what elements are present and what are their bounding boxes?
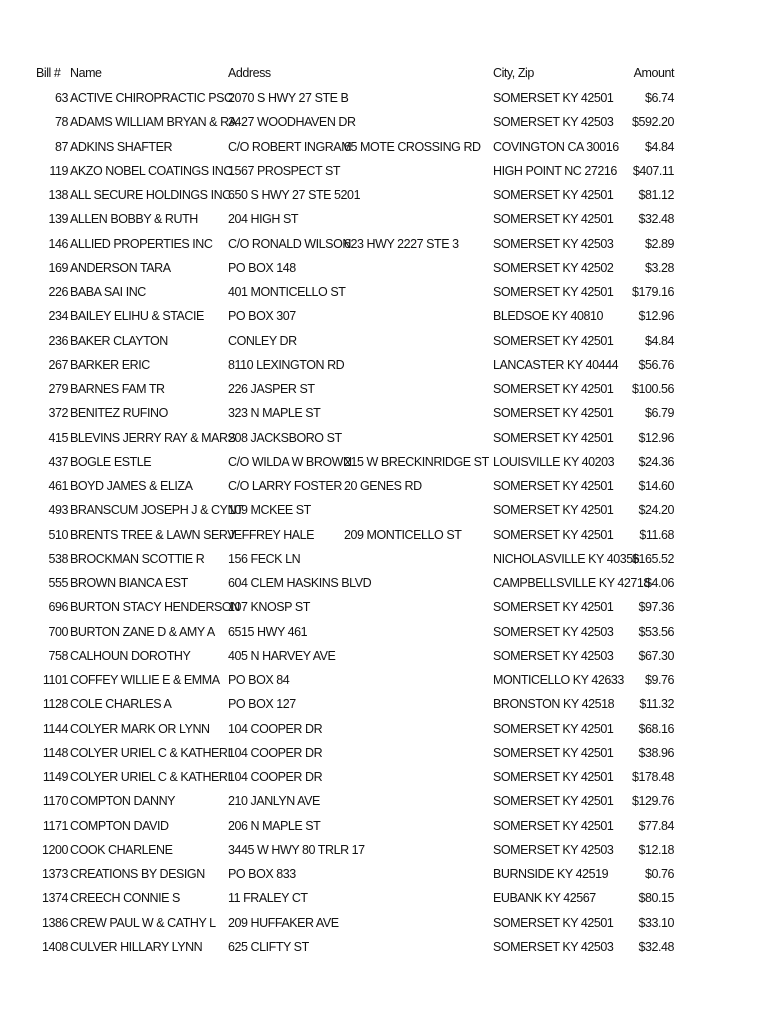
city-zip-cell: SOMERSET KY 42501 xyxy=(493,600,614,615)
city-zip-cell: BRONSTON KY 42518 xyxy=(493,697,615,712)
table-row xyxy=(0,692,770,716)
amount-cell: $179.16 xyxy=(631,285,674,299)
city-zip-cell: SOMERSET KY 42501 xyxy=(493,212,614,227)
address-cell: PO BOX 833 xyxy=(228,867,296,881)
bill-number-cell: 696 xyxy=(48,600,68,615)
name-cell: BENITEZ RUFINO xyxy=(70,406,168,421)
amount-cell: $4.84 xyxy=(644,139,674,154)
bill-number-cell: 1144 xyxy=(42,721,68,736)
address-cell: JEFFREY HALE xyxy=(228,527,315,542)
address-cell: 6515 HWY 461 xyxy=(228,624,308,639)
address-cell: 8110 LEXINGTON RD xyxy=(228,357,345,372)
name-cell: COOK CHARLENE xyxy=(70,842,173,857)
address-cell: PO BOX 127 xyxy=(228,697,296,712)
address-line2-cell xyxy=(344,498,492,522)
address-cell: C/O LARRY FOSTER xyxy=(228,479,342,493)
address-line2-cell xyxy=(344,692,492,716)
address-line2-cell xyxy=(344,256,492,280)
bill-number-cell: 146 xyxy=(48,236,68,251)
bill-number-cell: 1170 xyxy=(42,794,68,809)
bill-number-cell: 169 xyxy=(48,260,68,275)
name-cell: COFFEY WILLIE E & EMMA xyxy=(70,673,220,687)
city-zip-cell: SOMERSET KY 42501 xyxy=(493,285,614,299)
bill-number-cell: 1386 xyxy=(41,915,68,930)
name-cell: ALLIED PROPERTIES INC xyxy=(70,236,213,251)
table-row xyxy=(0,401,770,425)
amount-cell: $56.76 xyxy=(638,357,674,372)
amount-cell: $3.28 xyxy=(644,260,674,275)
address-line2-cell xyxy=(344,110,492,134)
address-line2-cell xyxy=(344,183,492,207)
address-line2-cell xyxy=(344,426,492,450)
table-row xyxy=(0,280,770,304)
table-row xyxy=(0,159,770,183)
name-cell: COLYER URIEL C & KATHERI xyxy=(70,770,231,784)
address-cell: 625 CLIFTY ST xyxy=(228,939,309,954)
name-cell: COMPTON DANNY xyxy=(70,794,176,809)
bill-number-cell: 1408 xyxy=(41,939,68,954)
name-cell: CREW PAUL W & CATHY L xyxy=(70,915,216,930)
header-amount: Amount xyxy=(633,66,674,80)
table-row xyxy=(0,207,770,231)
address-line2-cell xyxy=(344,595,492,619)
name-cell: CALHOUN DOROTHY xyxy=(70,648,191,663)
name-cell: BAKER CLAYTON xyxy=(70,333,168,348)
address-cell: C/O ROBERT INGRAM xyxy=(228,139,352,154)
table-row xyxy=(0,183,770,207)
bill-number-cell: 78 xyxy=(54,115,68,130)
city-zip-cell: BLEDSOE KY 40810 xyxy=(493,309,604,324)
name-cell: BURTON STACY HENDERSON xyxy=(70,600,240,615)
address-line2-cell xyxy=(344,159,492,183)
city-zip-cell: SOMERSET KY 42501 xyxy=(493,721,614,736)
header-address: Address xyxy=(228,66,271,80)
address-cell: 210 JANLYN AVE xyxy=(228,794,320,809)
address-line2-cell xyxy=(344,353,492,377)
table-row xyxy=(0,86,770,110)
address-line2-cell xyxy=(344,814,492,838)
address-cell: 107 KNOSP ST xyxy=(228,600,310,615)
table-row xyxy=(0,426,770,450)
name-cell: BOGLE ESTLE xyxy=(70,454,152,469)
address-line2-cell: 20 GENES RD xyxy=(344,479,422,493)
amount-cell: $12.96 xyxy=(638,309,674,324)
table-row xyxy=(0,789,770,813)
address-line2-cell xyxy=(344,717,492,741)
amount-cell: $80.15 xyxy=(638,891,674,906)
city-zip-cell: SOMERSET KY 42501 xyxy=(493,188,614,202)
amount-cell: $33.10 xyxy=(638,915,674,930)
amount-cell: $97.36 xyxy=(638,600,674,615)
table-row xyxy=(0,741,770,765)
name-cell: COLE CHARLES A xyxy=(70,697,172,712)
table-row xyxy=(0,668,770,692)
address-line2-cell: 209 MONTICELLO ST xyxy=(344,527,462,542)
address-cell: 323 N MAPLE ST xyxy=(228,406,321,421)
name-cell: BRENTS TREE & LAWN SERV xyxy=(70,527,236,542)
name-cell: ADKINS SHAFTER xyxy=(70,139,173,154)
address-line2-cell xyxy=(344,935,492,959)
city-zip-cell: SOMERSET KY 42501 xyxy=(493,503,614,518)
bill-number-cell: 372 xyxy=(48,406,68,421)
amount-cell: $81.12 xyxy=(638,188,674,202)
city-zip-cell: SOMERSET KY 42503 xyxy=(493,236,614,251)
address-cell: C/O RONALD WILSON xyxy=(228,236,351,251)
address-cell: 209 HUFFAKER AVE xyxy=(228,915,339,930)
table-row xyxy=(0,935,770,959)
name-cell: BROWN BIANCA EST xyxy=(70,576,188,590)
bill-number-cell: 226 xyxy=(48,285,68,299)
address-line2-cell xyxy=(344,741,492,765)
address-line2-cell xyxy=(344,838,492,862)
address-line2-cell xyxy=(344,862,492,886)
address-cell: 104 COOPER DR xyxy=(228,770,323,784)
city-zip-cell: EUBANK KY 42567 xyxy=(493,891,596,906)
bill-number-cell: 1171 xyxy=(42,818,68,833)
address-cell: 401 MONTICELLO ST xyxy=(228,285,346,299)
address-cell: C/O WILDA W BROWN xyxy=(228,454,352,469)
bill-number-cell: 1101 xyxy=(42,673,68,687)
address-cell: 11 FRALEY CT xyxy=(228,891,308,906)
address-cell: PO BOX 307 xyxy=(228,309,296,324)
address-line2-cell xyxy=(344,668,492,692)
amount-cell: $4.06 xyxy=(644,576,674,590)
amount-cell: $24.20 xyxy=(638,503,674,518)
address-cell: 650 S HWY 27 STE 5201 xyxy=(228,188,361,202)
name-cell: BARKER ERIC xyxy=(70,357,150,372)
bill-number-cell: 700 xyxy=(48,624,68,639)
amount-cell: $77.84 xyxy=(638,818,674,833)
city-zip-cell: SOMERSET KY 42501 xyxy=(493,430,614,445)
city-zip-cell: NICHOLASVILLE KY 40356 xyxy=(493,551,640,566)
amount-cell: $24.36 xyxy=(638,454,674,469)
amount-cell: $38.96 xyxy=(638,745,674,760)
bill-number-cell: 234 xyxy=(48,309,68,324)
amount-cell: $11.68 xyxy=(639,527,674,542)
address-line2-cell xyxy=(344,280,492,304)
bill-number-cell: 1128 xyxy=(42,697,68,712)
address-cell: 156 FECK LN xyxy=(228,551,301,566)
table-row xyxy=(0,232,770,256)
table-row xyxy=(0,135,770,159)
city-zip-cell: SOMERSET KY 42502 xyxy=(493,260,614,275)
name-cell: ADAMS WILLIAM BRYAN & RA xyxy=(70,115,237,130)
city-zip-cell: LOUISVILLE KY 40203 xyxy=(493,454,615,469)
name-cell: ALL SECURE HOLDINGS INC xyxy=(70,188,231,202)
address-cell: 1567 PROSPECT ST xyxy=(228,163,341,178)
bill-number-cell: 87 xyxy=(54,139,68,154)
table-row xyxy=(0,547,770,571)
address-line2-cell xyxy=(344,329,492,353)
name-cell: BLEVINS JERRY RAY & MARS xyxy=(70,430,236,445)
amount-cell: $0.76 xyxy=(644,867,674,881)
city-zip-cell: SOMERSET KY 42501 xyxy=(493,91,614,105)
city-zip-cell: SOMERSET KY 42501 xyxy=(493,915,614,930)
name-cell: CULVER HILLARY LYNN xyxy=(70,939,203,954)
amount-cell: $178.48 xyxy=(631,770,674,784)
name-cell: ALLEN BOBBY & RUTH xyxy=(70,212,198,227)
address-line2-cell: 623 HWY 2227 STE 3 xyxy=(344,236,459,251)
amount-cell: $14.60 xyxy=(638,479,674,493)
bill-number-cell: 1149 xyxy=(42,770,68,784)
city-zip-cell: SOMERSET KY 42503 xyxy=(493,115,614,130)
name-cell: ACTIVE CHIROPRACTIC PSC xyxy=(70,91,233,105)
address-line2-cell xyxy=(344,547,492,571)
amount-cell: $9.76 xyxy=(644,673,674,687)
name-cell: BRANSCUM JOSEPH J & CYNT xyxy=(70,503,244,518)
bill-number-cell: 138 xyxy=(48,188,68,202)
address-cell: 104 COOPER DR xyxy=(228,745,323,760)
table-row xyxy=(0,523,770,547)
address-line2-cell xyxy=(344,644,492,668)
address-cell: 2070 S HWY 27 STE B xyxy=(228,91,349,105)
table-row xyxy=(0,110,770,134)
table-row xyxy=(0,838,770,862)
table-row xyxy=(0,353,770,377)
bill-number-cell: 510 xyxy=(48,527,68,542)
table-row xyxy=(0,911,770,935)
city-zip-cell: SOMERSET KY 42503 xyxy=(493,939,614,954)
bill-number-cell: 139 xyxy=(48,212,68,227)
name-cell: BAILEY ELIHU & STACIE xyxy=(70,309,204,324)
amount-cell: $12.96 xyxy=(638,430,674,445)
bill-number-cell: 555 xyxy=(48,576,68,590)
table-row xyxy=(0,329,770,353)
address-line2-cell xyxy=(344,401,492,425)
amount-cell: $407.11 xyxy=(632,163,674,178)
table-row xyxy=(0,620,770,644)
address-line2-cell: 65 MOTE CROSSING RD xyxy=(344,139,481,154)
table-row xyxy=(0,571,770,595)
address-cell: 204 HIGH ST xyxy=(228,212,299,227)
amount-cell: $100.56 xyxy=(631,382,674,396)
bill-number-cell: 415 xyxy=(48,430,68,445)
city-zip-cell: SOMERSET KY 42501 xyxy=(493,818,614,833)
address-cell: 208 JACKSBORO ST xyxy=(228,430,342,445)
header-city-zip: City, Zip xyxy=(493,66,534,80)
table-row xyxy=(0,765,770,789)
address-cell: 104 COOPER DR xyxy=(228,721,323,736)
bill-number-cell: 1374 xyxy=(41,891,68,906)
name-cell: CREATIONS BY DESIGN xyxy=(70,867,205,881)
bill-number-cell: 461 xyxy=(48,479,68,493)
amount-cell: $592.20 xyxy=(631,115,674,130)
table-row xyxy=(0,644,770,668)
address-cell: 604 CLEM HASKINS BLVD xyxy=(228,576,372,590)
address-line2-cell xyxy=(344,86,492,110)
address-line2-cell xyxy=(344,911,492,935)
address-cell: 405 N HARVEY AVE xyxy=(228,648,336,663)
name-cell: CREECH CONNIE S xyxy=(70,891,180,906)
table-row xyxy=(0,717,770,741)
bill-number-cell: 1200 xyxy=(41,842,68,857)
table-row xyxy=(0,595,770,619)
name-cell: AKZO NOBEL COATINGS INC xyxy=(70,163,232,178)
name-cell: BROCKMAN SCOTTIE R xyxy=(70,551,205,566)
bill-number-cell: 236 xyxy=(48,333,68,348)
table-row xyxy=(0,474,770,498)
amount-cell: $53.56 xyxy=(638,624,674,639)
header-name: Name xyxy=(70,66,102,80)
bill-number-cell: 538 xyxy=(48,551,68,566)
amount-cell: $12.18 xyxy=(638,842,674,857)
city-zip-cell: BURNSIDE KY 42519 xyxy=(493,867,609,881)
city-zip-cell: SOMERSET KY 42501 xyxy=(493,333,614,348)
address-cell: 3445 W HWY 80 TRLR 17 xyxy=(228,842,365,857)
city-zip-cell: SOMERSET KY 42501 xyxy=(493,745,614,760)
bill-number-cell: 1373 xyxy=(41,867,68,881)
name-cell: BOYD JAMES & ELIZA xyxy=(70,479,193,493)
address-line2-cell xyxy=(344,571,492,595)
city-zip-cell: SOMERSET KY 42501 xyxy=(493,770,614,784)
bill-number-cell: 493 xyxy=(48,503,68,518)
amount-cell: $165.52 xyxy=(631,551,674,566)
city-zip-cell: SOMERSET KY 42501 xyxy=(493,794,614,809)
bill-number-cell: 279 xyxy=(48,382,68,396)
amount-cell: $32.48 xyxy=(638,939,674,954)
table-row xyxy=(0,862,770,886)
bill-number-cell: 1148 xyxy=(42,745,68,760)
name-cell: COMPTON DAVID xyxy=(70,818,169,833)
address-cell: 206 N MAPLE ST xyxy=(228,818,321,833)
table-row xyxy=(0,377,770,401)
bill-number-cell: 267 xyxy=(48,357,68,372)
address-line2-cell xyxy=(344,789,492,813)
amount-cell: $6.74 xyxy=(644,91,674,105)
amount-cell: $32.48 xyxy=(638,212,674,227)
city-zip-cell: SOMERSET KY 42501 xyxy=(493,382,614,396)
header-bill-number: Bill # xyxy=(36,66,61,80)
address-cell: 3427 WOODHAVEN DR xyxy=(228,115,356,130)
bill-number-cell: 119 xyxy=(49,163,68,178)
address-line2-cell xyxy=(344,765,492,789)
table-header xyxy=(0,61,770,85)
amount-cell: $2.89 xyxy=(644,236,674,251)
address-line2-cell xyxy=(344,620,492,644)
amount-cell: $129.76 xyxy=(631,794,674,809)
city-zip-cell: LANCASTER KY 40444 xyxy=(493,357,619,372)
city-zip-cell: SOMERSET KY 42503 xyxy=(493,624,614,639)
amount-cell: $67.30 xyxy=(638,648,674,663)
name-cell: ANDERSON TARA xyxy=(70,260,171,275)
address-line2-cell xyxy=(344,304,492,328)
city-zip-cell: SOMERSET KY 42501 xyxy=(493,527,614,542)
address-cell: PO BOX 84 xyxy=(228,673,290,687)
city-zip-cell: COVINGTON CA 30016 xyxy=(493,139,619,154)
amount-cell: $68.16 xyxy=(638,721,674,736)
name-cell: BARNES FAM TR xyxy=(70,382,165,396)
table-row xyxy=(0,256,770,280)
city-zip-cell: SOMERSET KY 42501 xyxy=(493,479,614,493)
amount-cell: $6.79 xyxy=(644,406,674,421)
address-line2-cell: 215 W BRECKINRIDGE ST xyxy=(344,454,489,469)
table-row xyxy=(0,498,770,522)
bill-number-cell: 63 xyxy=(54,91,68,105)
city-zip-cell: SOMERSET KY 42503 xyxy=(493,842,614,857)
address-cell: 226 JASPER ST xyxy=(228,382,315,396)
address-cell: PO BOX 148 xyxy=(228,260,296,275)
name-cell: COLYER MARK OR LYNN xyxy=(70,721,210,736)
address-cell: CONLEY DR xyxy=(228,333,297,348)
city-zip-cell: CAMPBELLSVILLE KY 42718 xyxy=(493,576,650,590)
city-zip-cell: SOMERSET KY 42503 xyxy=(493,648,614,663)
bill-number-cell: 437 xyxy=(48,454,68,469)
city-zip-cell: MONTICELLO KY 42633 xyxy=(493,673,624,687)
name-cell: BURTON ZANE D & AMY A xyxy=(70,624,215,639)
name-cell: BABA SAI INC xyxy=(70,285,146,299)
table-row xyxy=(0,304,770,328)
bill-number-cell: 758 xyxy=(48,648,68,663)
city-zip-cell: HIGH POINT NC 27216 xyxy=(493,163,617,178)
address-line2-cell xyxy=(344,886,492,910)
address-line2-cell xyxy=(344,377,492,401)
table-row xyxy=(0,814,770,838)
amount-cell: $11.32 xyxy=(639,697,674,712)
address-line2-cell xyxy=(344,207,492,231)
name-cell: COLYER URIEL C & KATHERI xyxy=(70,745,231,760)
city-zip-cell: SOMERSET KY 42501 xyxy=(493,406,614,421)
table-row xyxy=(0,450,770,474)
table-row xyxy=(0,886,770,910)
address-cell: 109 MCKEE ST xyxy=(228,503,311,518)
amount-cell: $4.84 xyxy=(644,333,674,348)
